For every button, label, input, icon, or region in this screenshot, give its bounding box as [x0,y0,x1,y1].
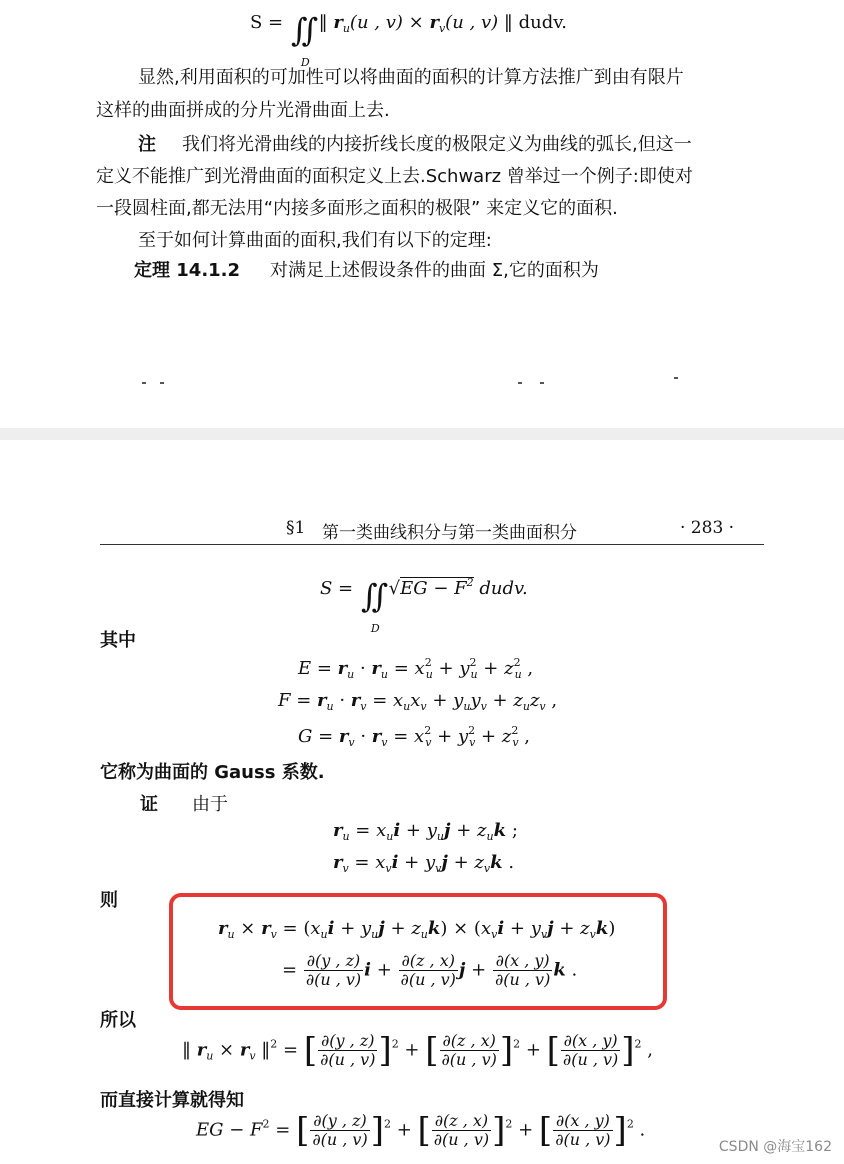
E-definition: $E = r_u \cdot r_u = x^2_u + y^2_u + z^2_u$ , [298,656,534,681]
formula-lhs: S = [320,578,354,599]
header-title: 第一类曲线积分与第一类曲面积分 [322,523,577,543]
note-line2: 定义不能推广到光滑曲面的面积定义上去.Schwarz 曾举过一个例子:即使对 [96,166,693,187]
scan-speck [518,382,522,384]
eg-minus-f: EG − F [196,1119,263,1141]
sqrt-sign: √ [388,578,401,599]
exponent: 2 [466,576,474,589]
ze-label: 则 [100,890,118,911]
jacobian-xy: $\frac{\partial(x , y)}{\partial(u , v)}$ [494,951,551,989]
norm-open: ‖ [318,12,328,33]
suoyi-label: 所以 [100,1010,136,1031]
F-definition: $F = r_u \cdot r_v = x_ux_v + y_uy_v + z_uz_v$ , [278,690,558,713]
header-section: §1 [286,518,306,538]
G-definition: $G = r_v \cdot r_v = x^2_v + y^2_v + z^2_v$ , [298,724,531,749]
para1-line1: 显然,利用面积的可加性可以将曲面的面积的计算方法推广到由有限片 [138,67,684,88]
cross-product-line1: $r_u \times r_v = (x_ui + y_uj + z_uk) \times (x_vi + y_vj + z_vk)$ [218,918,616,941]
page-gap [0,428,844,440]
integral-domain: D [300,56,310,69]
header-rule [100,544,764,545]
jacobian-zx: $\frac{\partial(z , x)}{\partial(u , v)}$ [400,951,456,989]
theorem-label: 定理 14.1.2 [134,260,241,281]
scan-speck [142,382,146,384]
header-page-number: · 283 · [680,518,735,538]
gauss-coefficients-text: 它称为曲面的 Gauss 系数. [100,762,325,783]
surface-area-formula: S = ∬ D $√EG - F^2$ dudv. [320,576,528,635]
scan-speck [160,382,164,384]
radicand: EG − F [400,578,467,599]
qizhong-label: 其中 [100,630,136,651]
cross-product-line2: = $\frac{\partial(y , z)}{\partial(u , v)}$ i + $\frac{\partial(z , x)}{\partial(u , v)}$ j + $\frac{\partial(x , y)}{\partial(u , v)}$ k . [282,951,578,989]
para3: 至于如何计算曲面的面积,我们有以下的定理: [138,230,492,251]
zhijie-label: 而直接计算就得知 [100,1090,244,1111]
note-line3: 一段圆柱面,都无法用“内接多面形之面积的极限” 来定义它的面积. [96,198,618,219]
formula-lhs: S = [250,12,284,33]
note-label: 注 [138,134,156,155]
para1-line2: 这样的曲面拼成的分片光滑曲面上去. [96,100,390,121]
cross-symbol: × [408,12,424,33]
norm-squared-formula: ‖ $r_u \times r_v$ ‖$^2$ = [ $\frac{\partial(y , z)}{\partial(u , v)}$ ]$^2$ + [ $\frac{\partial(z , x)}{\partial(u , v)}$ ]$^2$ + [ $\frac{\partial(x , y)}{\partial(u , v)}$ ]$^2$ , [182,1030,653,1071]
scan-speck [540,382,544,384]
jacobian-yz: $\frac{\partial(y , z)}{\partial(u , v)}$ [305,951,362,989]
rv-expansion: $r_v = x_vi + y_vj + z_vk$ . [333,852,515,875]
csdn-watermark: CSDN @海宝162 [718,1139,832,1155]
book-page-top [0,0,844,428]
surface-area-definition-formula: S = ∬ D ‖ $r_u(u$ , $v) \times r_v(u$ , v) ‖ dudv. [250,11,568,69]
proof-label: 证 [140,794,158,815]
integral-domain: D [370,622,380,635]
book-page-bottom [0,440,844,1164]
EG-F2-formula: EG − $F^2$ = [ $\frac{\partial(y , z)}{\partial(u , v)}$ ]$^2$ + [ $\frac{\partial(z , x)}{\partial(u , v)}$ ]$^2$ + [ $\frac{\partial(x , y)}{\partial(u , v)}$ ]$^2$ . [196,1110,646,1151]
note-line1: 我们将光滑曲线的内接折线长度的极限定义为曲线的弧长,但这一 [182,134,692,155]
ru-expansion: $r_u = x_ui + y_uj + z_uk$ ; [333,820,518,843]
norm-close-dudv: ‖ dudv. [503,12,568,33]
theorem-text: 对满足上述假设条件的曲面 Σ,它的面积为 [270,260,599,281]
proof-text: 由于 [192,794,228,815]
scan-speck [674,377,678,379]
dudv: dudv. [479,578,528,599]
